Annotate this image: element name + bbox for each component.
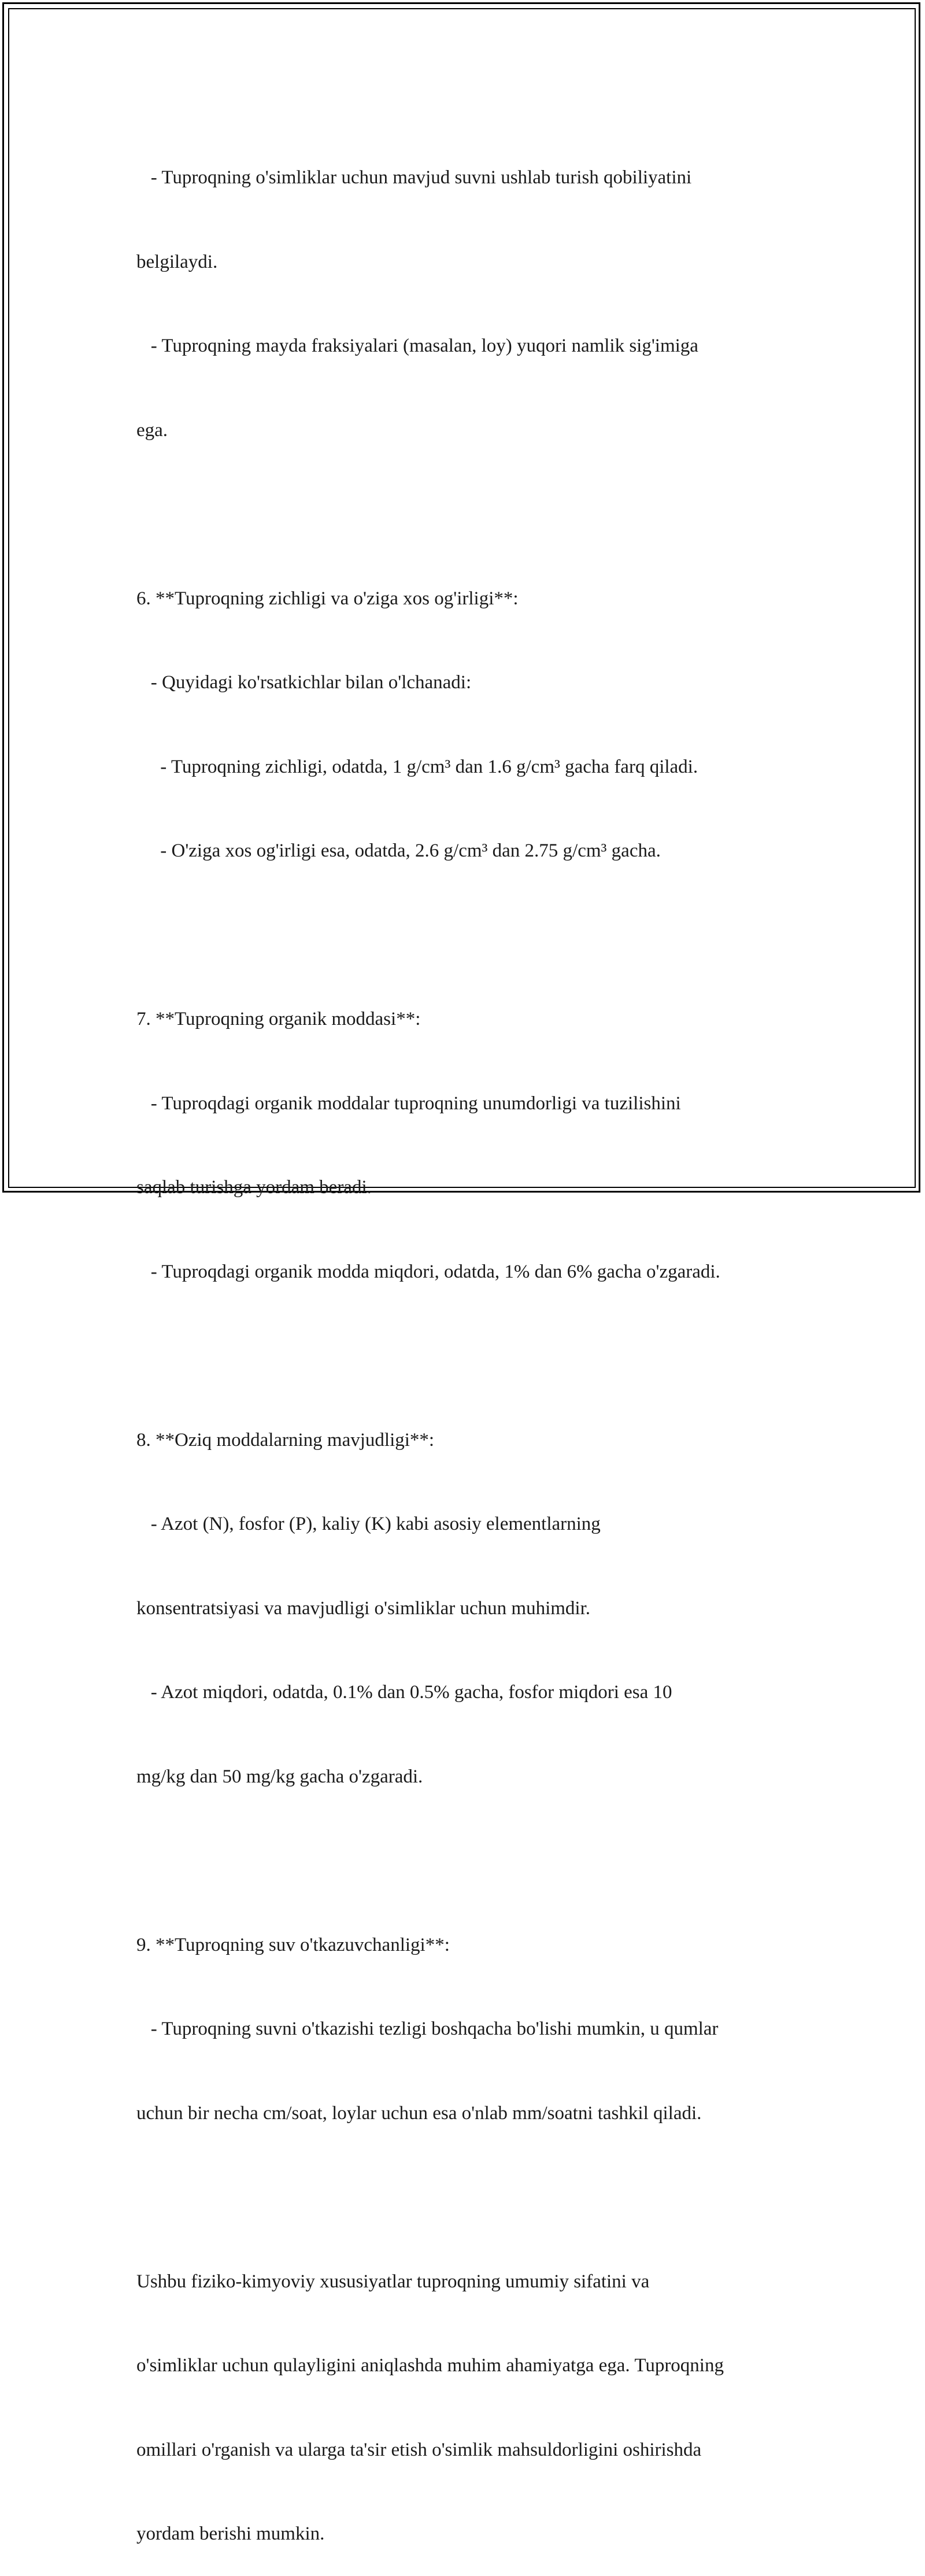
text-line: - Tuproqning suvni o'tkazishi tezligi boshqacha bo'lishi mumkin, u qumlar [136,2018,719,2039]
text-line: konsentratsiyasi va mavjudligi o'simliklar uchun muhimdir. [136,1597,591,1619]
text-line: - Azot (N), fosfor (P), kaliy (K) kabi asosiy elementlarning [136,1514,601,1534]
text-line: - Tuproqdagi organik moddalar tuproqning unumdorligi va tuzilishini [136,1093,681,1114]
text-line: - Quyidagi ko'rsatkichlar bilan o'lchanadi: [136,672,472,693]
text-line: mg/kg dan 50 mg/kg gacha o'zgaradi. [136,1766,423,1787]
blank-line [136,921,830,950]
text-line: ega. [136,419,168,441]
blank-line [136,2183,830,2212]
text-line: belgilaydi. [136,251,218,272]
blank-line [136,1342,830,1370]
blank-line [136,500,830,529]
section-heading: 6. **Tuproqning zichligi va o'ziga xos og'irligi**: [136,588,519,609]
conclusion-line: Ushbu fiziko-kimyoviy xususiyatlar tuproqning umumiy sifatini va [136,2271,650,2292]
text-line: - Azot miqdori, odatda, 0.1% dan 0.5% gacha, fosfor miqdori esa 10 [136,1682,672,1703]
section-heading: 8. **Oziq moddalarning mavjudligi**: [136,1429,435,1451]
text-line: saqlab turishga yordam beradi. [136,1177,372,1198]
text-line: - Tuproqdagi organik modda miqdori, odatda, 1% dan 6% gacha o'zgaradi. [136,1261,720,1282]
text-line: - O'ziga xos og'irligi esa, odatda, 2.6 g/cm³ dan 2.75 g/cm³ gacha. [136,840,661,861]
text-line: - Tuproqning mayda fraksiyalari (masalan, loy) yuqori namlik sig'imiga [136,335,698,356]
text-line: - Tuproqning zichligi, odatda, 1 g/cm³ dan 1.6 g/cm³ gacha farq qiladi. [136,756,698,777]
blank-line [136,1847,830,1875]
text-line: - Tuproqning o'simliklar uchun mavjud suvni ushlab turish qobiliyatini [136,167,692,188]
section-heading: 7. **Tuproqning organik moddasi**: [136,1009,421,1029]
text-line: uchun bir necha cm/soat, loylar uchun esa o'nlab mm/soatni tashkil qiladi. [136,2102,702,2124]
section-heading: 9. **Tuproqning suv o'tkazuvchanligi**: [136,1934,450,1955]
conclusion-line: yordam berishi mumkin. [136,2523,325,2544]
document-body [136,108,830,2576]
conclusion-line: o'simliklar uchun qulayligini aniqlashda muhim ahamiyatga ega. Tuproqning [136,2355,724,2376]
conclusion-line: omillari o'rganish va ularga ta'sir etish o'simlik mahsuldorligini oshirishda [136,2439,702,2460]
